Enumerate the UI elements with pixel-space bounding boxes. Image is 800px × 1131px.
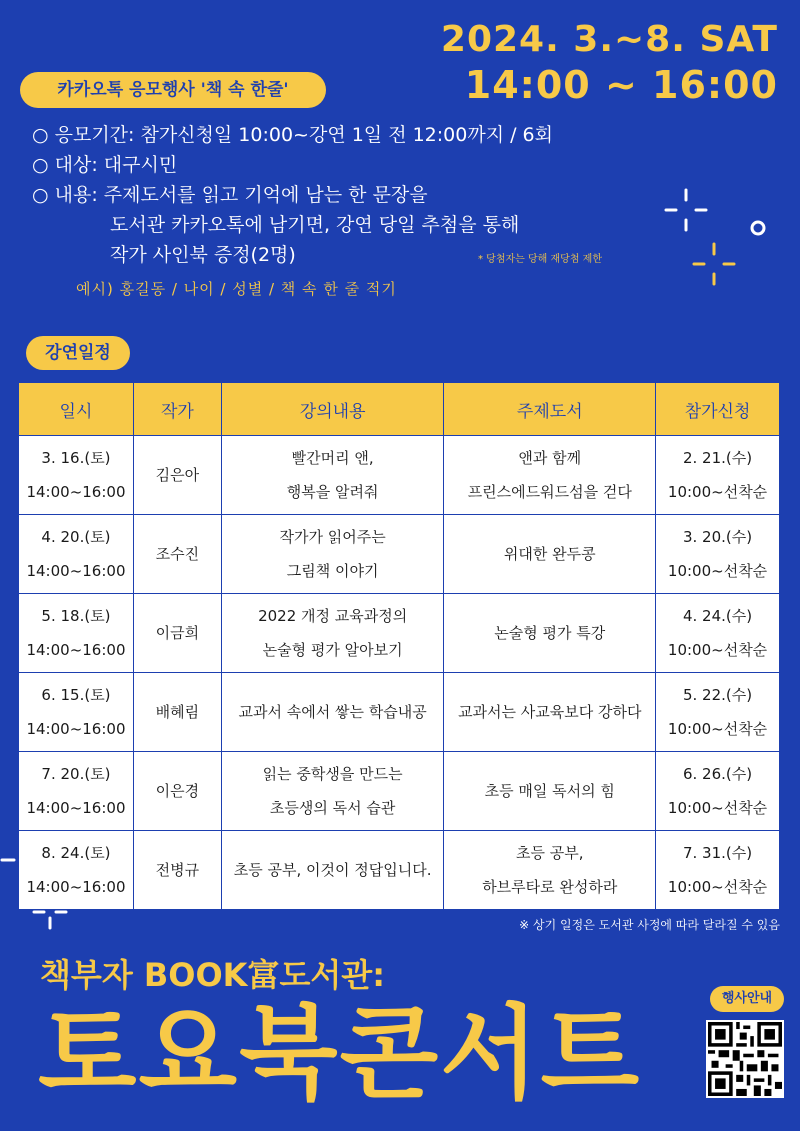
- date: 3. 16.(토): [41, 449, 111, 467]
- apply-date: 6. 26.(수): [682, 765, 753, 783]
- author-name: 조수진: [155, 545, 200, 563]
- lecture-title: 교과서 속에서 쌓는 학습내공: [238, 703, 427, 721]
- apply-date: 4. 24.(수): [682, 607, 753, 625]
- column-header: 참가신청: [656, 383, 780, 436]
- table-cell: [656, 515, 780, 594]
- table-cell: [133, 594, 221, 673]
- date: 4. 20.(토): [41, 528, 111, 546]
- lecture-title: 그림책 이야기: [286, 562, 379, 580]
- date: 6. 15.(토): [41, 686, 111, 704]
- table-row: [19, 436, 780, 515]
- apply-time: 10:00~선착순: [667, 641, 768, 659]
- author-name: 이은경: [155, 782, 200, 800]
- date-line: 2024. 3.~8. SAT: [440, 19, 778, 60]
- table-row: [19, 673, 780, 752]
- event-badge: 카카오톡 응모행사 '책 속 한줄': [20, 72, 326, 108]
- book-title: 프린스에드워드섬을 걷다: [467, 483, 632, 501]
- time: 14:00~16:00: [26, 641, 126, 659]
- column-header: 강의내용: [221, 383, 444, 436]
- lecture-title: 작가가 읽어주는: [279, 528, 386, 546]
- apply-time: 10:00~선착순: [667, 562, 768, 580]
- time: 14:00~16:00: [26, 720, 126, 738]
- table-cell: [656, 673, 780, 752]
- apply-time: 10:00~선착순: [667, 483, 768, 501]
- apply-date: 7. 31.(수): [682, 844, 753, 862]
- column-header: 일시: [19, 383, 134, 436]
- table-cell: [656, 436, 780, 515]
- guide-badge: 행사안내: [710, 986, 784, 1012]
- time: 14:00~16:00: [26, 878, 126, 896]
- info-line: ○ 대상: 대구시민: [32, 154, 178, 176]
- info-line: ○ 내용: 주제도서를 읽고 기억에 남는 한 문장을: [32, 184, 428, 206]
- time: 14:00~16:00: [26, 562, 126, 580]
- table-cell: [444, 752, 656, 831]
- winner-note: * 당첨자는 당해 재당첨 제한: [478, 254, 602, 265]
- info-line: ○ 응모기간: 참가신청일 10:00~강연 1일 전 12:00까지 / 6회: [32, 124, 553, 146]
- table-cell: [444, 673, 656, 752]
- table-cell: [133, 831, 221, 910]
- lecture-title: 행복을 알려줘: [286, 483, 379, 501]
- schedule-badge: 강연일정: [26, 336, 130, 370]
- apply-time: 10:00~선착순: [667, 720, 768, 738]
- table-cell: [19, 515, 134, 594]
- apply-date: 5. 22.(수): [682, 686, 753, 704]
- book-title: 초등 매일 독서의 힘: [484, 782, 615, 800]
- table-cell: [221, 752, 444, 831]
- info-line: 작가 사인북 증정(2명): [110, 244, 296, 266]
- author-name: 김은아: [155, 466, 200, 484]
- qr-code-icon[interactable]: [706, 1020, 784, 1098]
- table-cell: [19, 594, 134, 673]
- apply-time: 10:00~선착순: [667, 878, 768, 896]
- lecture-title: 빨간머리 앤,: [291, 449, 374, 467]
- column-header: 작가: [133, 383, 221, 436]
- apply-date: 2. 21.(수): [682, 449, 753, 467]
- table-cell: [656, 594, 780, 673]
- table-cell: [133, 436, 221, 515]
- table-row: [19, 515, 780, 594]
- time: 14:00~16:00: [26, 799, 126, 817]
- book-title: 하브루타로 완성하라: [482, 878, 618, 896]
- date: 5. 18.(토): [41, 607, 111, 625]
- event-info: [32, 120, 553, 270]
- lecture-title: 논술형 평가 알아보기: [262, 641, 403, 659]
- book-title: 논술형 평가 특강: [494, 624, 606, 642]
- circle-icon: [748, 218, 768, 238]
- info-line: 도서관 카카오톡에 남기면, 강연 당일 추첨을 통해: [110, 214, 520, 236]
- book-title: 교과서는 사교육보다 강하다: [458, 703, 642, 721]
- table-cell: [656, 752, 780, 831]
- book-title: 앤과 함께: [518, 449, 582, 467]
- table-cell: [444, 594, 656, 673]
- date: 7. 20.(토): [41, 765, 111, 783]
- series-title: 토요북콘서트: [38, 995, 642, 1114]
- table-cell: [221, 831, 444, 910]
- lecture-title: 2022 개정 교육과정의: [258, 607, 408, 625]
- event-date: [441, 18, 778, 108]
- table-cell: [19, 752, 134, 831]
- table-cell: [444, 436, 656, 515]
- date: 8. 24.(토): [41, 844, 111, 862]
- table-cell: [133, 752, 221, 831]
- table-row: [19, 594, 780, 673]
- table-cell: [221, 594, 444, 673]
- table-cell: [133, 515, 221, 594]
- table-cell: [656, 831, 780, 910]
- apply-time: 10:00~선착순: [667, 799, 768, 817]
- author-name: 배혜림: [155, 703, 200, 721]
- series-subtitle: 책부자 BOOK富도서관:: [40, 956, 386, 994]
- table-cell: [19, 673, 134, 752]
- lecture-title: 읽는 중학생을 만드는: [262, 765, 403, 783]
- example-text: 예시) 홍길동 / 나이 / 성별 / 책 속 한 줄 적기: [76, 280, 397, 298]
- table-cell: [19, 436, 134, 515]
- table-cell: [221, 673, 444, 752]
- schedule-table: [18, 382, 780, 910]
- author-name: 이금희: [155, 624, 200, 642]
- table-cell: [221, 436, 444, 515]
- lecture-title: 초등 공부, 이것이 정답입니다.: [233, 861, 432, 879]
- time-line: 14:00 ~ 16:00: [464, 63, 778, 107]
- sparkle-icon: [692, 242, 736, 286]
- table-cell: [133, 673, 221, 752]
- apply-date: 3. 20.(수): [682, 528, 753, 546]
- schedule-footnote: ※ 상기 일정은 도서관 사정에 따라 달라질 수 있음: [519, 918, 780, 932]
- author-name: 전병규: [155, 861, 200, 879]
- table-cell: [221, 515, 444, 594]
- book-title: 위대한 완두콩: [503, 545, 596, 563]
- table-row: [19, 831, 780, 910]
- table-header-row: [19, 383, 780, 436]
- sparkle-icon: [664, 188, 708, 232]
- time: 14:00~16:00: [26, 483, 126, 501]
- table-row: [19, 752, 780, 831]
- table-cell: [19, 831, 134, 910]
- column-header: 주제도서: [444, 383, 656, 436]
- sparkle-icon: [0, 850, 16, 870]
- book-title: 초등 공부,: [516, 844, 584, 862]
- lecture-title: 초등생의 독서 습관: [269, 799, 396, 817]
- table-cell: [444, 831, 656, 910]
- table-cell: [444, 515, 656, 594]
